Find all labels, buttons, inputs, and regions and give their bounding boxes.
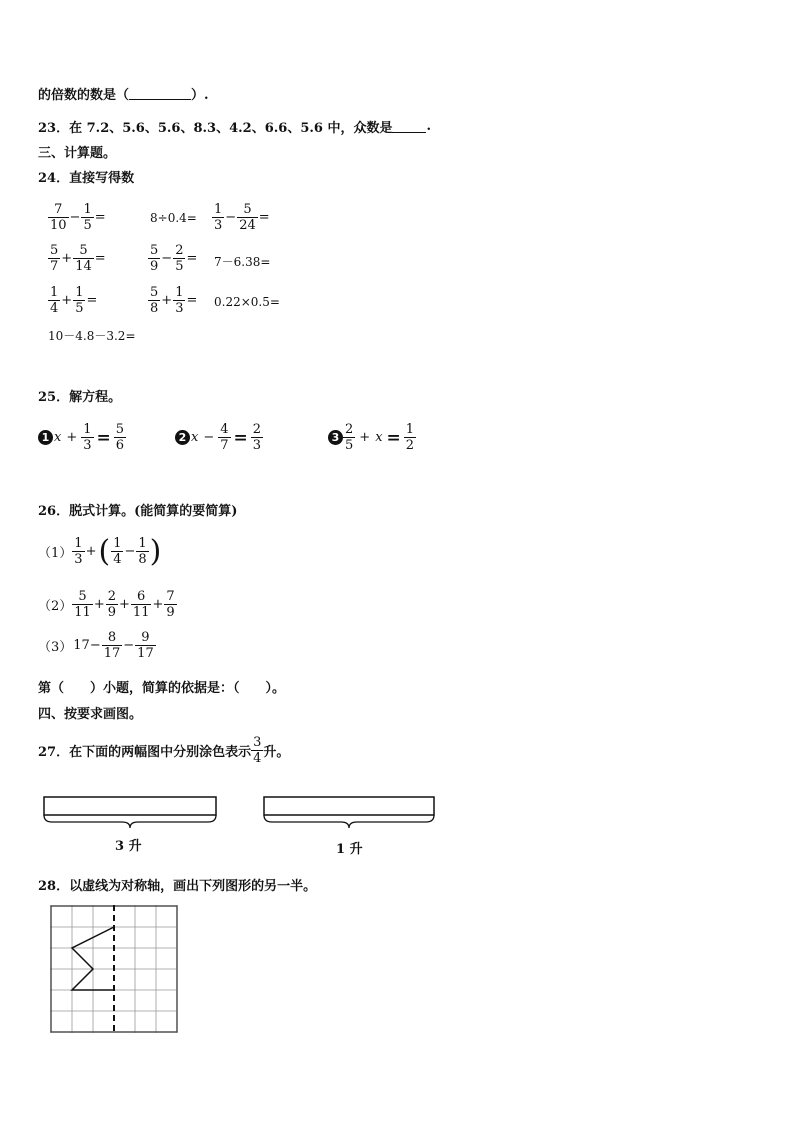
section-4-heading: 四、按要求画图。: [38, 707, 143, 722]
question-24-title: 24．直接写得数: [38, 171, 135, 186]
q24-item-g: $\frac{1}{4}$ + $\frac{1}{5}$ =: [50, 285, 98, 316]
question-26-title: 26．脱式计算。(能简算的要简算): [38, 504, 238, 519]
answer-blank[interactable]: [129, 87, 191, 100]
q24-item-c: $\frac{1}{3}$ − $\frac{5}{24}$ =: [214, 202, 270, 233]
circled-number: 1: [38, 430, 53, 445]
q24-item-d: $\frac{5}{7}$ + $\frac{5}{14}$ =: [50, 243, 106, 274]
brace-1: [44, 815, 216, 828]
bar-1-liter[interactable]: [264, 797, 434, 815]
q25-equation-2: 2 x − $\frac{4}{7}$ = $\frac{2}{3}$: [175, 422, 263, 453]
question-25-title: 25．解方程。: [38, 390, 122, 405]
q24-item-i: 0.22×0.5=: [214, 295, 280, 309]
q26-problem-1: （1） $\frac{1}{3}$ + ( $\frac{1}{4}$ − $\frac{1}{8}$ ): [38, 533, 162, 569]
q26-problem-3: （3） 17− $\frac{8}{17}$ − $\frac{9}{17}$: [38, 630, 154, 661]
question-23: [38, 117, 431, 136]
question-28: 28．以虚线为对称轴，画出下列图形的另一半。: [38, 879, 317, 894]
q22-text: 的倍数的数是（: [38, 88, 130, 103]
circled-number: 3: [328, 430, 343, 445]
answer-blank[interactable]: [392, 120, 426, 133]
fraction: $\frac{3}{4}$: [253, 735, 262, 766]
brace-2: [264, 815, 434, 828]
q24-item-j: 10－4.8－3.2=: [48, 329, 136, 343]
bar-3-liters[interactable]: [44, 797, 216, 815]
q27-bars: [38, 792, 448, 832]
q23-end: .: [426, 119, 431, 134]
q22-tail: [38, 84, 209, 103]
q23-text: 23．在 7.2、5.6、5.6、8.3、4.2、6.6、5.6 中，众数是: [38, 121, 393, 136]
fraction: $\frac{1}{5}$: [83, 202, 92, 233]
q25-equation-3: 3 $\frac{2}{5}$ + x = $\frac{1}{2}$: [328, 422, 416, 453]
section-3-heading: 三、计算题。: [38, 146, 117, 161]
q24-item-e: $\frac{5}{9}$ − $\frac{2}{5}$ =: [150, 243, 198, 274]
fraction: $\frac{7}{10}$: [50, 202, 67, 233]
q22-close: ）.: [191, 88, 209, 103]
q24-item-h: $\frac{5}{8}$ + $\frac{1}{3}$ =: [150, 285, 198, 316]
bar-label-3-liters: 3 升: [115, 839, 142, 854]
q24-item-a: $\frac{7}{10}$ − $\frac{1}{5}$ =: [50, 202, 106, 233]
q25-equation-1: 1 x + $\frac{1}{3}$ = $\frac{5}{6}$: [38, 422, 126, 453]
q24-item-f: 7－6.38=: [214, 255, 271, 269]
q26-problem-2: （2） $\frac{5}{11}$ + $\frac{2}{9}$ + $\frac{6}{11}$ + $\frac{7}{9}$: [38, 589, 175, 620]
q24-item-b: 8÷0.4=: [150, 211, 197, 225]
question-27: 27．在下面的两幅图中分别涂色表示 $\frac{3}{4}$ 升。: [38, 735, 290, 766]
circled-number: 2: [175, 430, 190, 445]
symmetry-grid[interactable]: [50, 905, 180, 1037]
q26-note: 第（ ）小题，简算的依据是：（ ）。: [38, 681, 286, 696]
bar-label-1-liter: 1 升: [336, 842, 363, 857]
